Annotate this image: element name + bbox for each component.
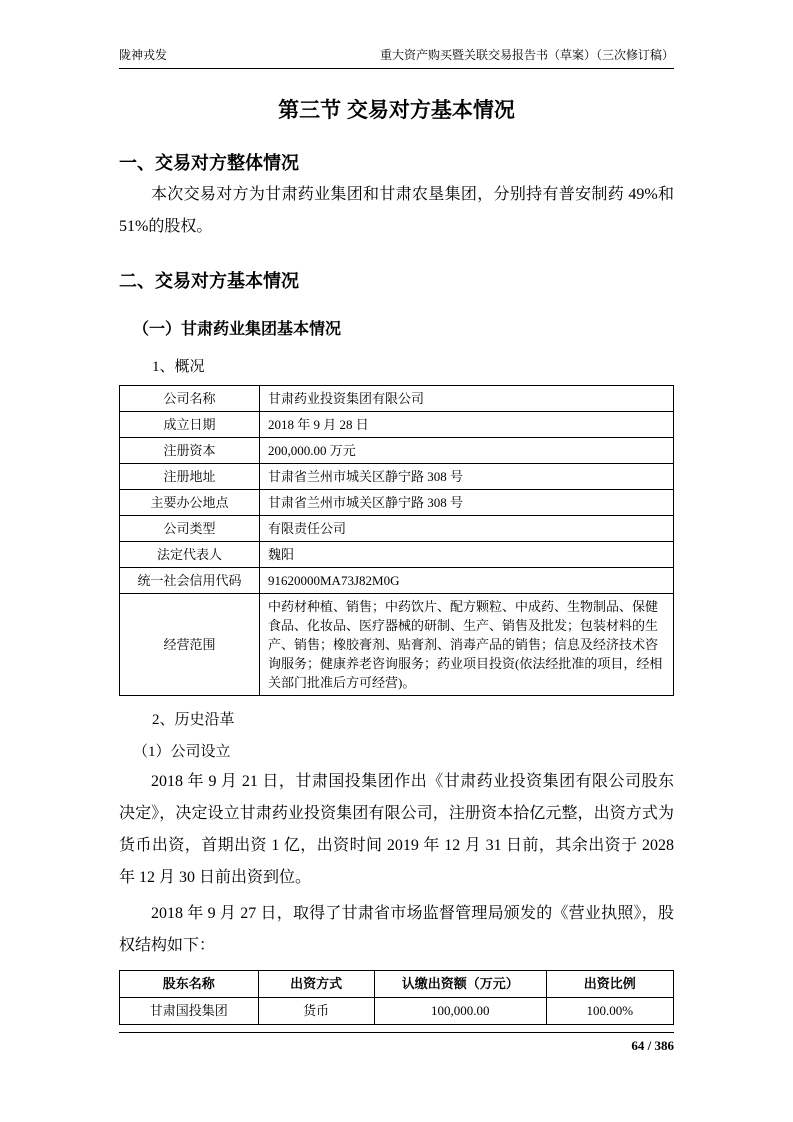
header-company-short-name: 陇神戎发 xyxy=(119,48,168,62)
profile-label: 统一社会信用代码 xyxy=(120,568,260,594)
table-row xyxy=(120,594,674,696)
profile-label: 主要办公地点 xyxy=(120,490,260,516)
column-header-shareholder-name: 股东名称 xyxy=(120,971,259,998)
profile-label: 公司类型 xyxy=(120,516,260,542)
profile-value: 200,000.00 万元 xyxy=(260,438,674,464)
page-header xyxy=(119,46,674,69)
profile-label: 注册地址 xyxy=(120,464,260,490)
profile-label: 注册资本 xyxy=(120,438,260,464)
paragraph-establishment-2: 2018 年 9 月 27 日，取得了甘肃省市场监督管理局颁发的《营业执照》，股权结构如下： xyxy=(119,905,674,954)
shareholder-structure-table xyxy=(119,970,674,1025)
table-row xyxy=(120,438,674,464)
profile-label: 成立日期 xyxy=(120,412,260,438)
table-row xyxy=(120,568,674,594)
table-row xyxy=(120,542,674,568)
table-row xyxy=(120,464,674,490)
profile-value: 魏阳 xyxy=(260,542,674,568)
table-row xyxy=(120,490,674,516)
paragraph-overall: 本次交易对方为甘肃药业集团和甘肃农垦集团，分别持有普安制药 49%和 51%的股权。 xyxy=(119,186,674,235)
table-row xyxy=(120,516,674,542)
item-heading-history: 2、历史沿革 xyxy=(152,712,235,728)
profile-value: 甘肃省兰州市城关区静宁路 308 号 xyxy=(260,490,674,516)
table-row xyxy=(120,412,674,438)
profile-value: 91620000MA73J82M0G xyxy=(260,568,674,594)
section-heading-basic: 二、交易对方基本情况 xyxy=(119,271,299,291)
table-header-row xyxy=(120,971,674,998)
column-header-subscribed-amount: 认缴出资额（万元） xyxy=(374,971,546,998)
item-heading-overview: 1、概况 xyxy=(152,359,205,375)
paragraph-establishment-1: 2018 年 9 月 21 日，甘肃国投集团作出《甘肃药业投资集团有限公司股东决定》，决定设立甘肃药业投资集团有限公司，注册资本拾亿元整，出资方式为货币出资，首期出资 1 亿，出资时间 2019 年 12 月 31 日前，其余出资于 2028 年 12 月 30 日前出资到位。 xyxy=(119,773,674,886)
page-footer xyxy=(119,1032,674,1054)
column-header-contribution-ratio: 出资比例 xyxy=(546,971,673,998)
contribution-method: 货币 xyxy=(258,998,374,1025)
page-number: 64 / 386 xyxy=(631,1038,674,1053)
table-row xyxy=(120,386,674,412)
contribution-ratio: 100.00% xyxy=(546,998,673,1025)
column-header-contribution-method: 出资方式 xyxy=(258,971,374,998)
table-row xyxy=(120,998,674,1025)
profile-label: 经营范围 xyxy=(120,594,260,696)
section-heading-overall: 一、交易对方整体情况 xyxy=(119,153,299,173)
header-report-title: 重大资产购买暨关联交易报告书（草案）（三次修订稿） xyxy=(379,48,674,62)
profile-value: 中药材种植、销售；中药饮片、配方颗粒、中成药、生物制品、保健食品、化妆品、医疗器械的研制、生产、销售及批发；包装材料的生产、销售；橡胶膏剂、贴膏剂、消毒产品的销售；信息及经济技术咨询服务；健康养老咨询服务；药业项目投资(依法经批准的项目，经相关部门批准后方可经营)。 xyxy=(260,594,674,696)
subscribed-amount: 100,000.00 xyxy=(374,998,546,1025)
profile-value: 甘肃药业投资集团有限公司 xyxy=(260,386,674,412)
profile-value: 甘肃省兰州市城关区静宁路 308 号 xyxy=(260,464,674,490)
shareholder-name: 甘肃国投集团 xyxy=(120,998,259,1025)
company-profile-table xyxy=(119,385,674,696)
profile-value: 有限责任公司 xyxy=(260,516,674,542)
profile-label: 法定代表人 xyxy=(120,542,260,568)
sub-item-company-establishment: （1）公司设立 xyxy=(133,744,231,760)
chapter-title: 第三节 交易对方基本情况 xyxy=(278,99,515,122)
subsection-heading-gansu-pharma: （一）甘肃药业集团基本情况 xyxy=(133,321,342,338)
profile-value: 2018 年 9 月 28 日 xyxy=(260,412,674,438)
profile-label: 公司名称 xyxy=(120,386,260,412)
